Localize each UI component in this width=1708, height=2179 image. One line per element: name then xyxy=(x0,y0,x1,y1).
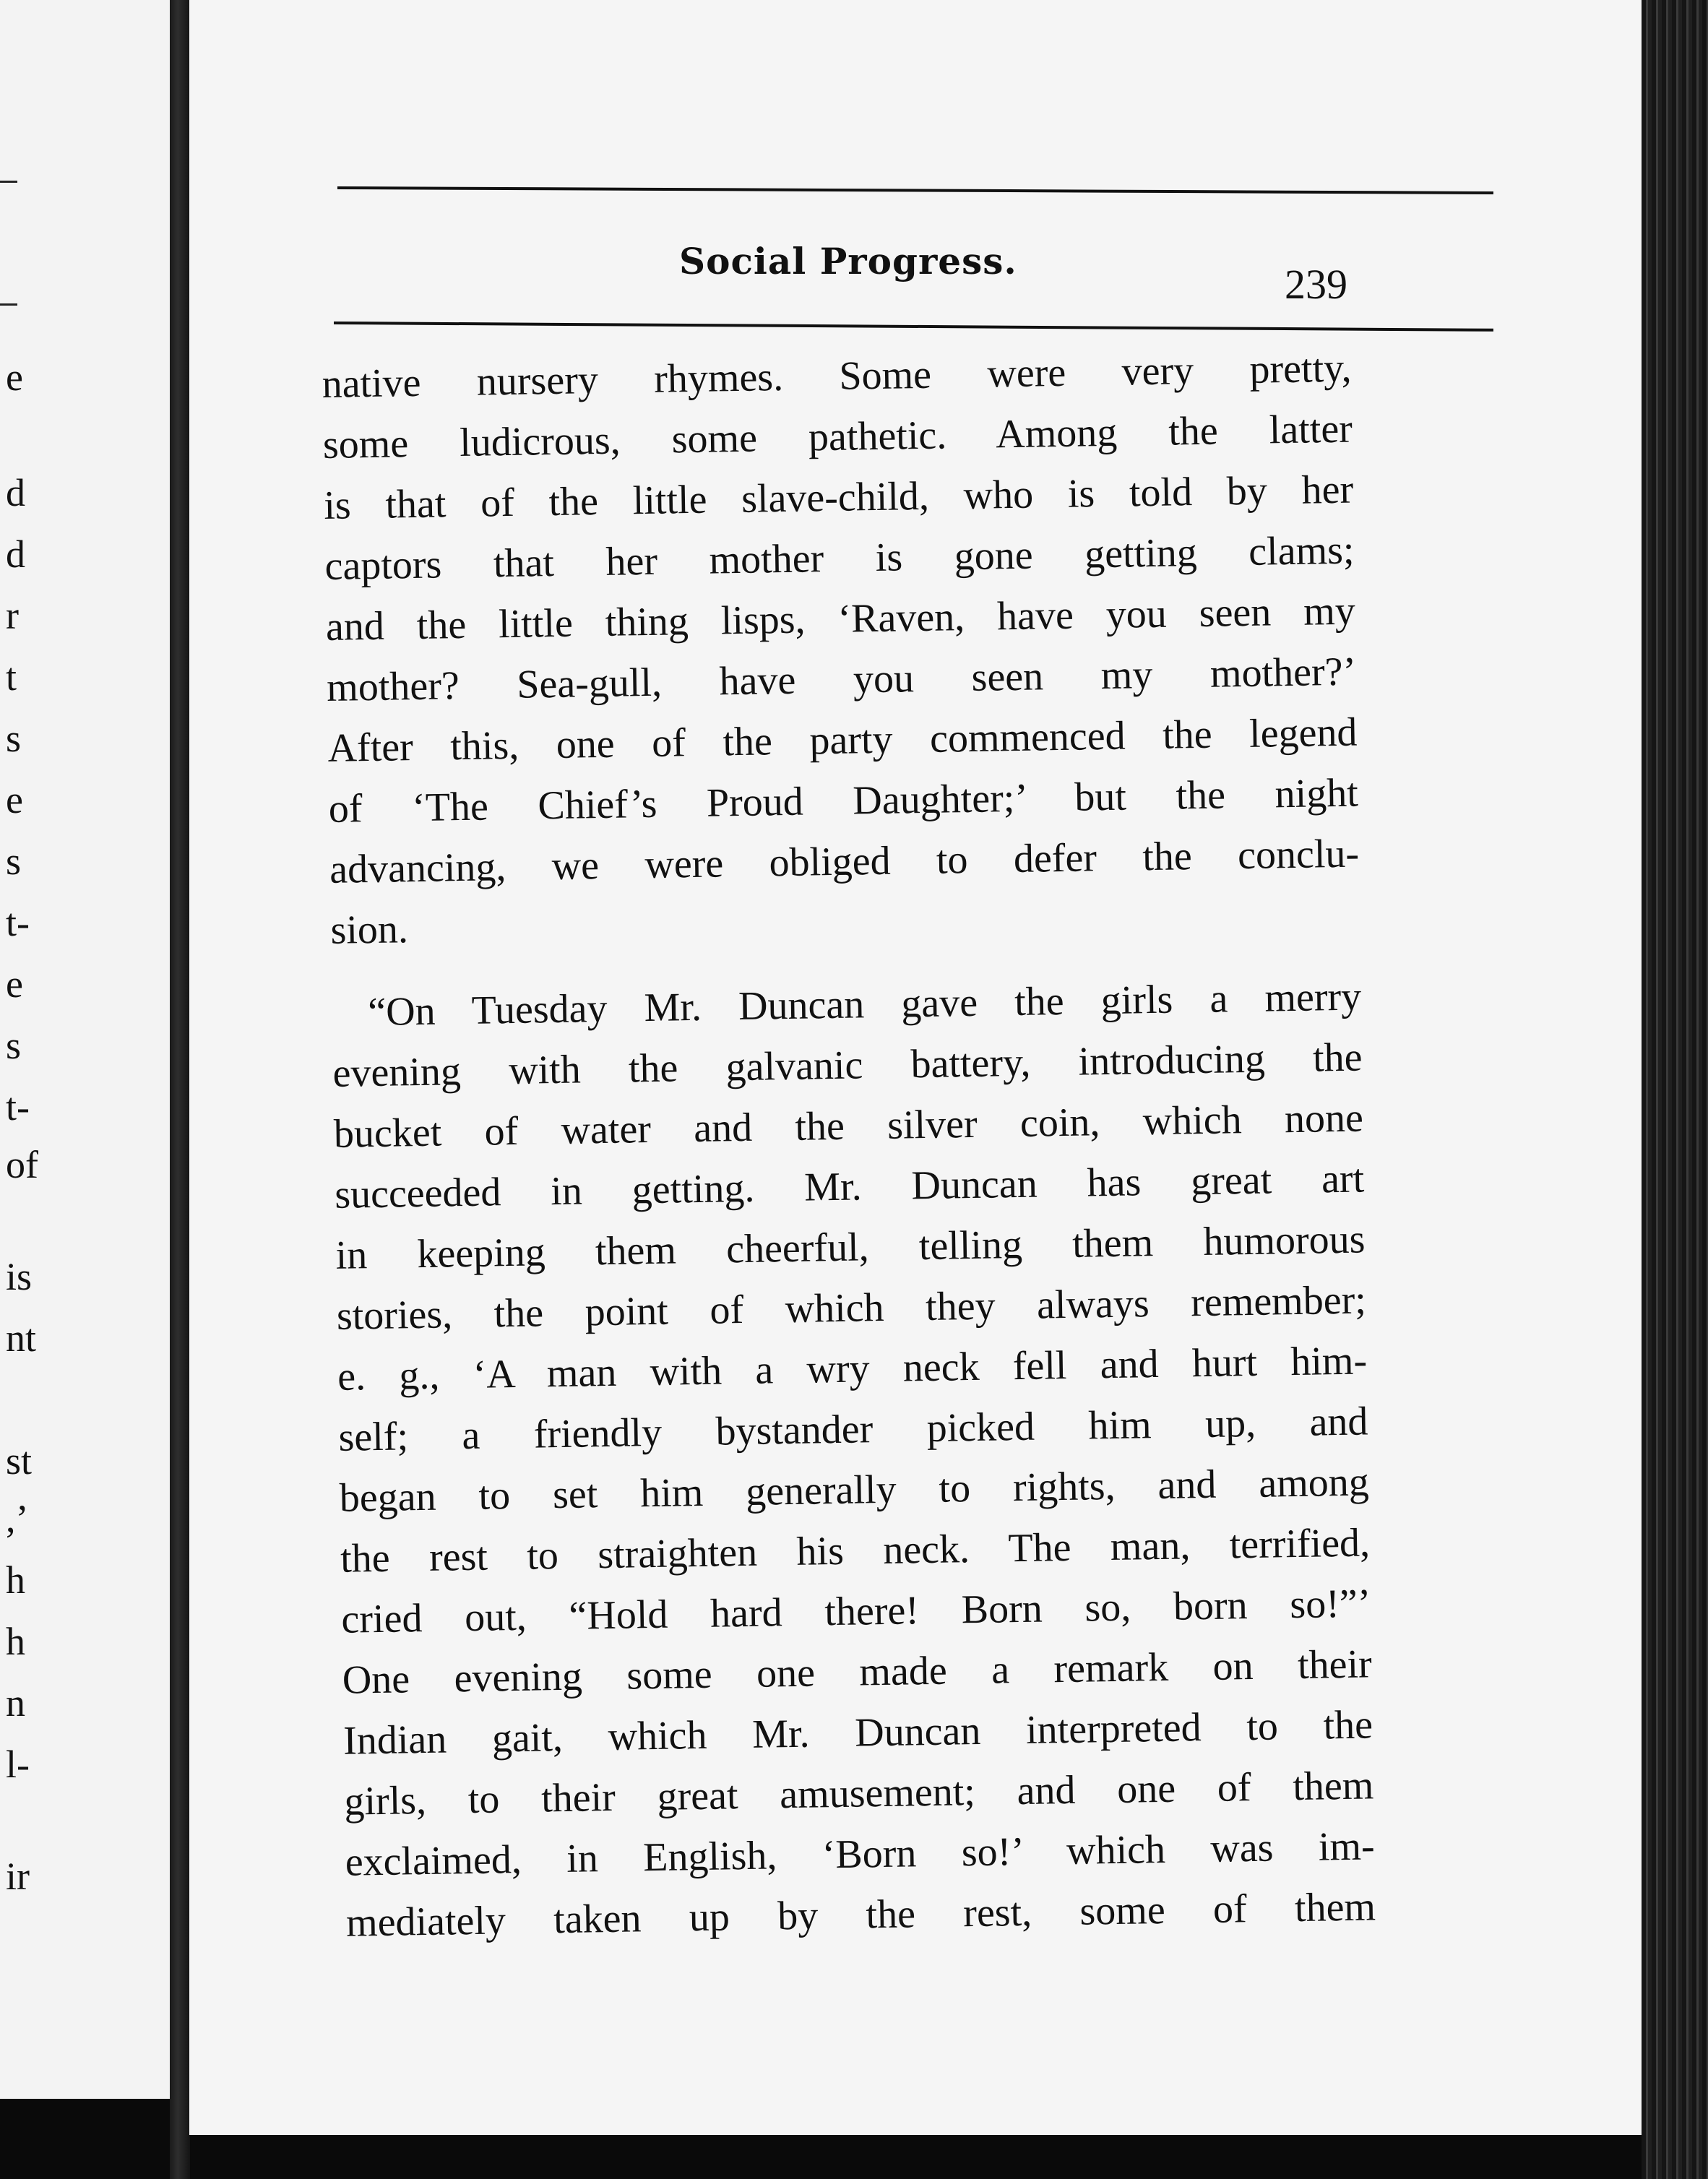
left-page-fragment: s xyxy=(6,840,22,883)
text-line: stories, the point of which they always remember; xyxy=(336,1277,1367,1339)
left-page-fragment: e xyxy=(6,355,23,399)
left-page-fragment: s xyxy=(6,717,22,760)
text-line: succeeded in getting. Mr. Duncan has great art xyxy=(334,1156,1365,1217)
left-page-fragment: d xyxy=(6,532,25,576)
text-line: mediately taken up by the rest, some of them xyxy=(345,1884,1376,1946)
left-page-fragment: h xyxy=(6,1558,25,1602)
text-line: After this, one of the party commenced the legend xyxy=(327,709,1358,771)
text-line: and the little thing lisps, ‘Raven, have you seen my xyxy=(325,588,1356,650)
text-line: the rest to straighten his neck. The man, terrified, xyxy=(340,1520,1371,1582)
left-page-rule xyxy=(0,303,17,306)
left-page-fragment: ,’ xyxy=(6,1497,29,1540)
text-line: One evening some one made a remark on their xyxy=(342,1641,1373,1703)
left-page-fragment: st xyxy=(6,1439,33,1483)
paragraph xyxy=(332,967,1376,1954)
left-page-fragment: r xyxy=(6,594,19,637)
text-line: cried out, “Hold hard there! Born so, born so!”’ xyxy=(341,1581,1371,1642)
text-line: in keeping them cheerful, telling them humorous xyxy=(335,1217,1366,1278)
left-page-fragment: e xyxy=(6,962,23,1006)
book-edge xyxy=(1642,0,1708,2179)
text-line: mother? Sea-gull, have you seen my mother?’ xyxy=(326,649,1357,710)
left-page-fragment: s xyxy=(6,1024,22,1067)
text-line: captors that her mother is gone getting clams; xyxy=(324,527,1355,589)
text-line: some ludicrous, some pathetic. Among the latter xyxy=(322,406,1353,467)
facing-page-left xyxy=(0,0,173,2099)
left-page-fragment: e xyxy=(6,778,23,821)
left-page-fragment: t xyxy=(6,655,17,699)
running-head: Social Progress. xyxy=(679,240,1017,282)
text-line: evening with the galvanic battery, introducing the xyxy=(332,1035,1363,1096)
book-gutter xyxy=(170,0,190,2179)
text-line: began to set him generally to rights, and among xyxy=(339,1459,1370,1521)
text-line: of ‘The Chief’s Proud Daughter;’ but the night xyxy=(328,770,1359,832)
left-page-fragment: t- xyxy=(6,901,30,944)
left-page-fragment: of xyxy=(6,1143,38,1186)
page-number: 239 xyxy=(1285,261,1347,308)
left-page-fragment: ir xyxy=(6,1855,30,1898)
text-line: native nursery rhymes. Some were very pretty, xyxy=(322,345,1352,407)
body-text xyxy=(322,338,1376,1954)
paragraph xyxy=(322,338,1360,961)
left-page-fragment: l- xyxy=(6,1743,30,1786)
text-line: Indian gait, which Mr. Duncan interpreted to the xyxy=(342,1702,1373,1764)
text-line: “On Tuesday Mr. Duncan gave the girls a merry xyxy=(367,974,1362,1035)
left-page-fragment: h xyxy=(6,1620,25,1663)
text-line: is that of the little slave-child, who is told by her xyxy=(323,467,1354,528)
text-line: sion. xyxy=(330,907,409,953)
text-line: girls, to their great amusement; and one of them xyxy=(343,1763,1374,1824)
left-page-rule xyxy=(0,181,17,183)
text-line: advancing, we were obliged to defer the conclu- xyxy=(329,831,1360,892)
header-rule-top xyxy=(337,186,1493,194)
left-page-fragment: nt xyxy=(6,1316,37,1360)
header-rule-bottom xyxy=(334,322,1493,332)
left-page-fragment: t- xyxy=(6,1085,30,1129)
text-line: self; a friendly bystander picked him up, and xyxy=(338,1399,1368,1460)
text-line: exclaimed, in English, ‘Born so!’ which was im- xyxy=(345,1824,1376,1885)
left-page-fragment: n xyxy=(6,1681,25,1725)
left-page-fragment: d xyxy=(6,471,25,514)
left-page-fragment: is xyxy=(6,1255,33,1298)
text-line: bucket of water and the silver coin, which none xyxy=(333,1095,1364,1157)
text-line: e. g., ‘A man with a wry neck fell and hurt him- xyxy=(337,1338,1368,1399)
